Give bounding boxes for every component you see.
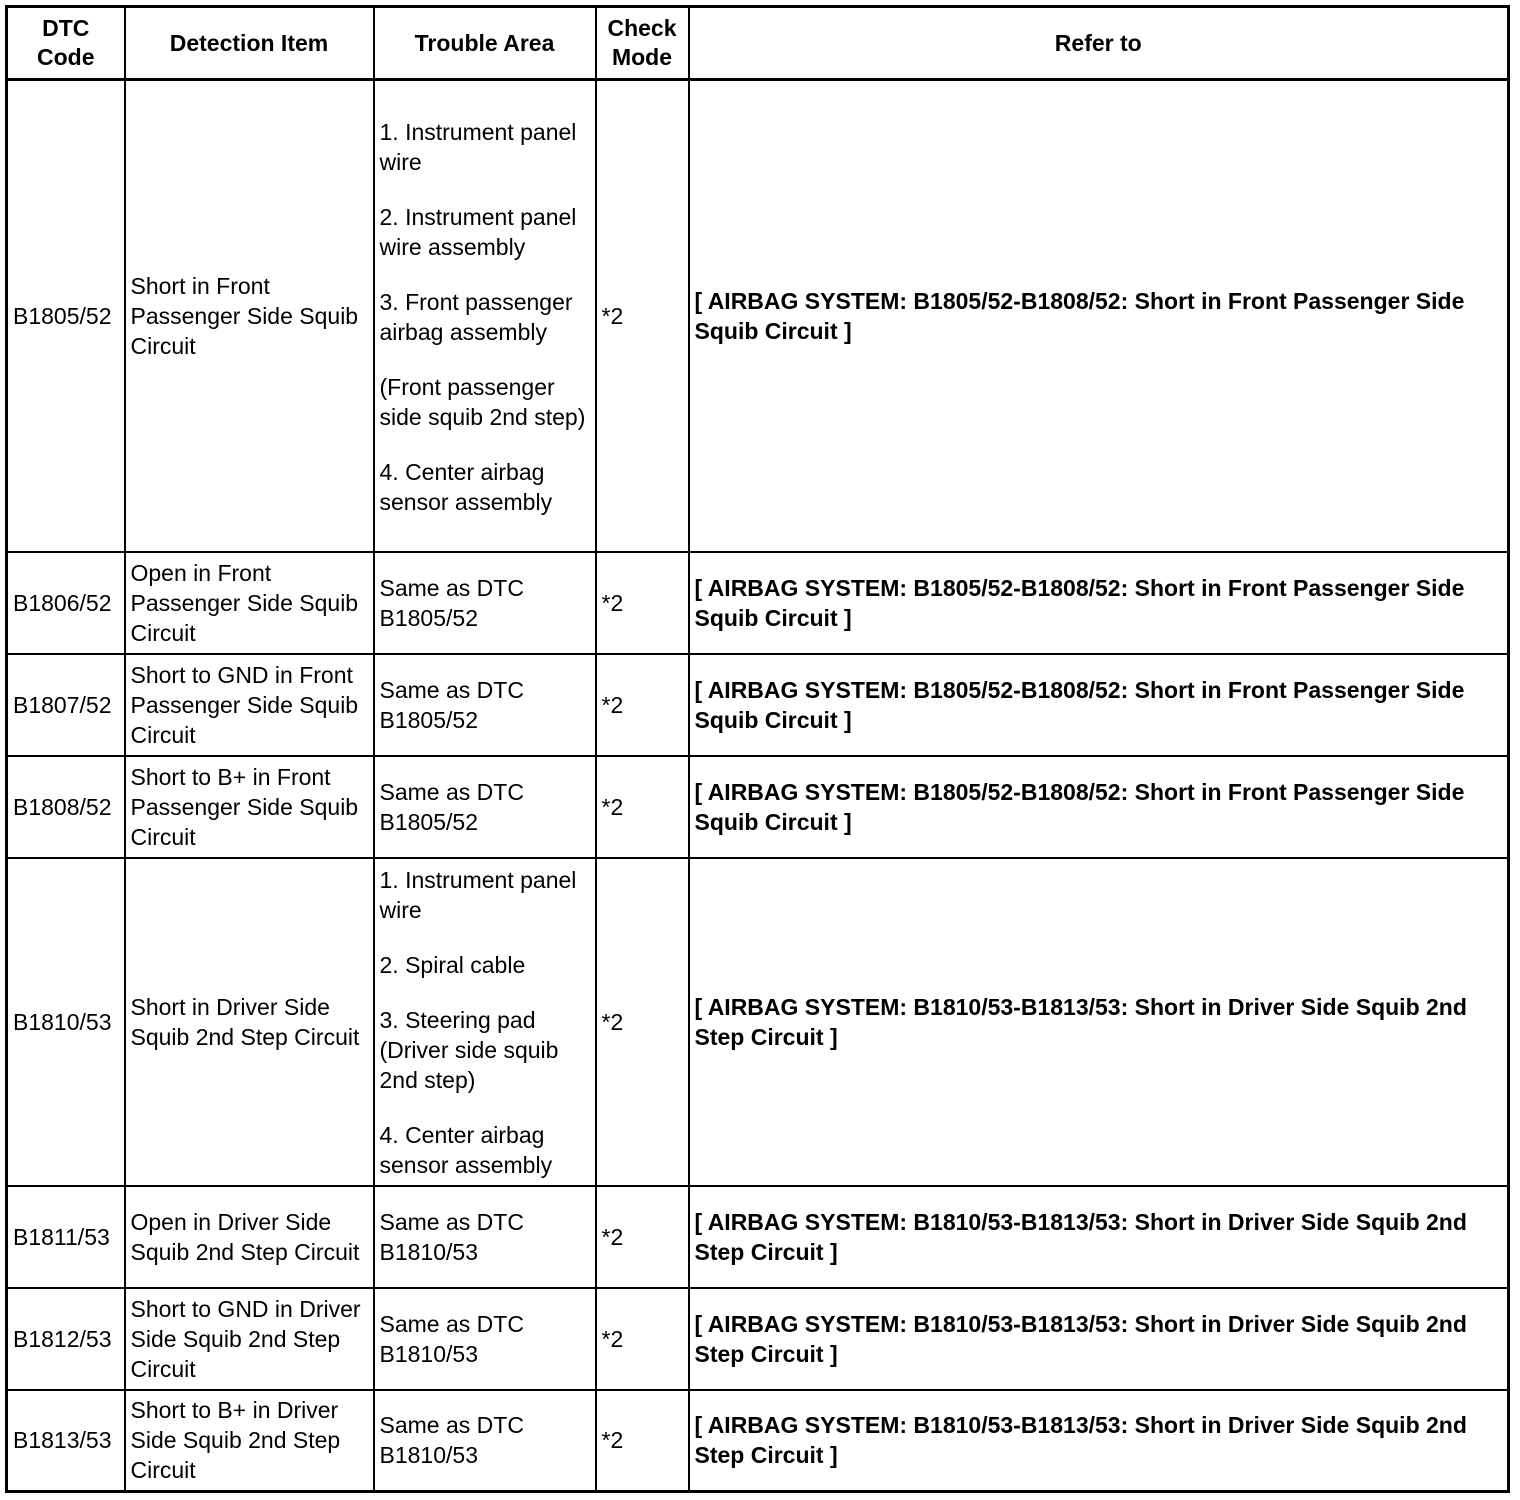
detection-item-cell: Short to B+ in Front Passenger Side Squib Circuit [125,756,374,858]
table-body [7,80,1509,1492]
trouble-area-cell: Same as DTC B1810/53 [374,1288,596,1390]
detection-item-cell: Short in Driver Side Squib 2nd Step Circuit [125,858,374,1186]
header-dtc-code [7,7,125,80]
table-row [7,1186,1509,1288]
trouble-area-cell: Same as DTC B1805/52 [374,654,596,756]
check-mode-cell: *2 [596,1288,689,1390]
trouble-area-item: 3. Front passenger airbag assembly [379,288,573,345]
trouble-area-cell [374,858,596,1186]
header-trouble-area: Trouble Area [374,7,596,80]
trouble-area-cell: Same as DTC B1810/53 [374,1390,596,1492]
dtc-code-cell: B1807/52 [7,654,125,756]
trouble-area-item: 4. Center airbag sensor assembly [379,458,553,515]
dtc-table-page [5,5,1507,1493]
header-dtc-code-line2: Code [37,44,95,70]
refer-to-link[interactable]: [ AIRBAG SYSTEM: B1810/53-B1813/53: Short in Driver Side Squib 2nd Step Circuit ] [689,1186,1509,1288]
check-mode-cell: *2 [596,552,689,654]
dtc-code-cell: B1813/53 [7,1390,125,1492]
check-mode-cell: *2 [596,858,689,1186]
detection-item-cell: Short to GND in Front Passenger Side Squib Circuit [125,654,374,756]
refer-to-link[interactable]: [ AIRBAG SYSTEM: B1810/53-B1813/53: Short in Driver Side Squib 2nd Step Circuit ] [689,1288,1509,1390]
trouble-area-list [380,113,590,519]
header-check-mode-line2: Mode [611,44,673,70]
header-detection-item: Detection Item [125,7,374,80]
check-mode-cell: *2 [596,654,689,756]
check-mode-cell: *2 [596,1390,689,1492]
table-row [7,858,1509,1186]
trouble-area-cell: Same as DTC B1805/52 [374,756,596,858]
refer-to-link[interactable]: [ AIRBAG SYSTEM: B1810/53-B1813/53: Short in Driver Side Squib 2nd Step Circuit ] [689,1390,1509,1492]
trouble-area-cell: Same as DTC B1805/52 [374,552,596,654]
table-row [7,552,1509,654]
header-row [7,7,1509,80]
header-refer-to: Refer to [689,7,1509,80]
header-check-mode [596,7,689,80]
refer-to-link[interactable]: [ AIRBAG SYSTEM: B1805/52-B1808/52: Short in Front Passenger Side Squib Circuit ] [689,654,1509,756]
trouble-area-item: 2. Spiral cable [379,952,526,978]
trouble-area-item: 4. Center airbag sensor assembly [379,1122,553,1178]
trouble-area-cell: Same as DTC B1810/53 [374,1186,596,1288]
dtc-code-cell: B1811/53 [7,1186,125,1288]
trouble-area-cell [374,80,596,552]
table-header [7,7,1509,80]
dtc-code-cell: B1812/53 [7,1288,125,1390]
header-check-mode-line1: Check [607,15,677,41]
detection-item-cell: Short to B+ in Driver Side Squib 2nd Step Circuit [125,1390,374,1492]
table-row [7,1390,1509,1492]
detection-item-cell: Short to GND in Driver Side Squib 2nd Step Circuit [125,1288,374,1390]
detection-item-cell: Open in Front Passenger Side Squib Circuit [125,552,374,654]
dtc-code-cell: B1810/53 [7,858,125,1186]
check-mode-cell: *2 [596,1186,689,1288]
check-mode-cell: *2 [596,80,689,552]
dtc-code-cell: B1805/52 [7,80,125,552]
dtc-code-cell: B1808/52 [7,756,125,858]
table-row [7,80,1509,552]
table-row [7,756,1509,858]
trouble-area-item: 1. Instrument panel wire [379,118,577,175]
refer-to-link[interactable]: [ AIRBAG SYSTEM: B1810/53-B1813/53: Short in Driver Side Squib 2nd Step Circuit ] [689,858,1509,1186]
refer-to-link[interactable]: [ AIRBAG SYSTEM: B1805/52-B1808/52: Short in Front Passenger Side Squib Circuit ] [689,80,1509,552]
trouble-area-item: 3. Steering pad (Driver side squib 2nd step) [379,1007,559,1093]
trouble-area-list [380,861,590,1182]
dtc-table [5,5,1510,1493]
check-mode-cell: *2 [596,756,689,858]
trouble-area-item: 1. Instrument panel wire [379,867,577,923]
detection-item-cell: Short in Front Passenger Side Squib Circuit [125,80,374,552]
dtc-code-cell: B1806/52 [7,552,125,654]
refer-to-link[interactable]: [ AIRBAG SYSTEM: B1805/52-B1808/52: Short in Front Passenger Side Squib Circuit ] [689,552,1509,654]
table-row [7,654,1509,756]
refer-to-link[interactable]: [ AIRBAG SYSTEM: B1805/52-B1808/52: Short in Front Passenger Side Squib Circuit ] [689,756,1509,858]
detection-item-cell: Open in Driver Side Squib 2nd Step Circuit [125,1186,374,1288]
header-dtc-code-line1: DTC [42,15,90,41]
trouble-area-item: 2. Instrument panel wire assembly [379,203,577,260]
trouble-area-item: (Front passenger side squib 2nd step) [379,373,586,430]
table-row [7,1288,1509,1390]
